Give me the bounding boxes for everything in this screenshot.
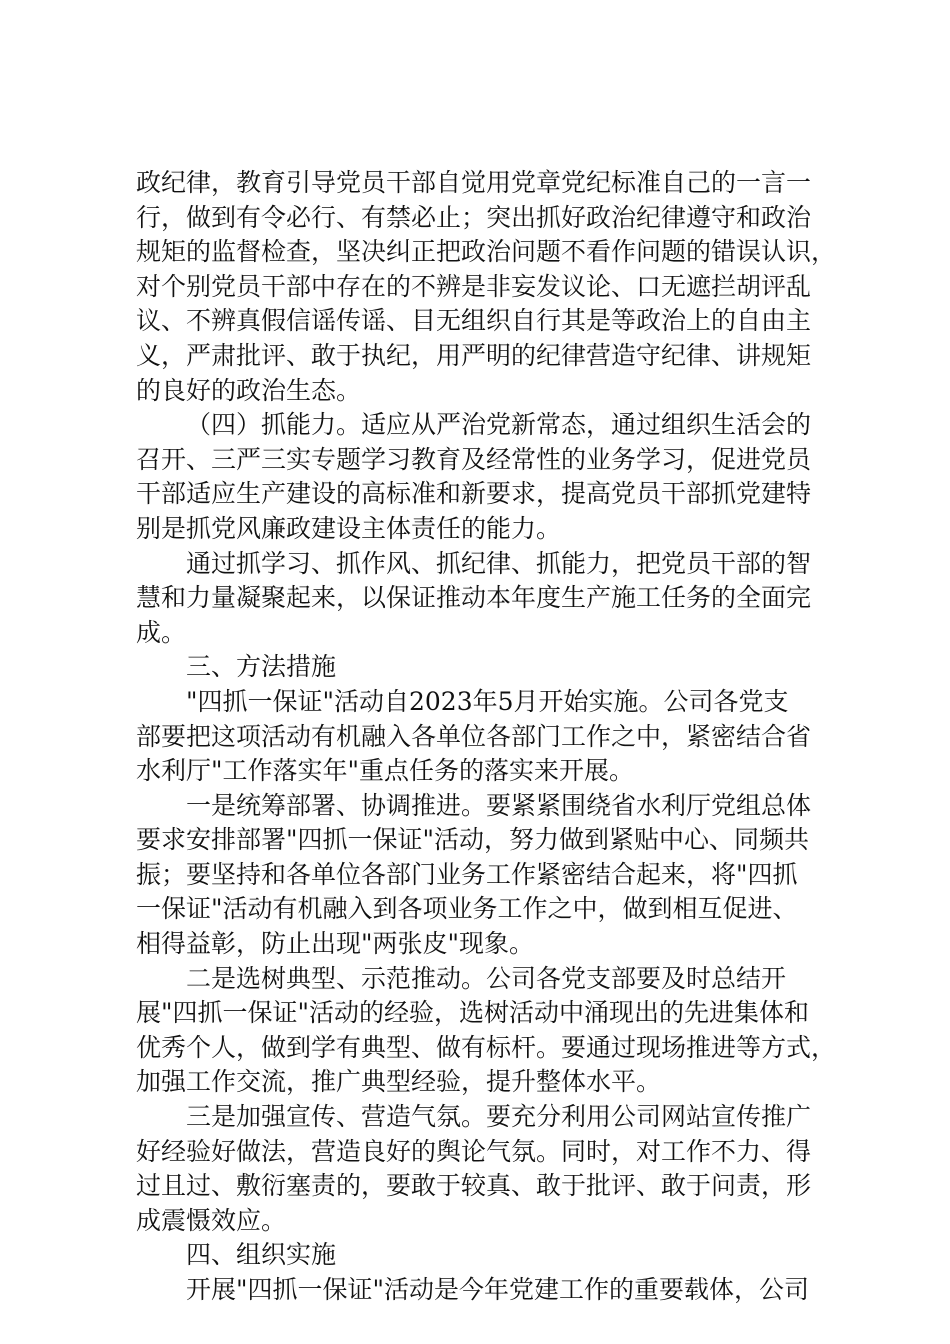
- text-line: 成。: [136, 617, 187, 647]
- text-line: 行，做到有令必行、有禁必止；突出抓好政治纪律遵守和政治: [136, 202, 812, 232]
- text-line: 成震慑效应。: [136, 1205, 287, 1235]
- text-line: 干部适应生产建设的高标准和新要求，提高党员干部抓党建特: [136, 479, 812, 509]
- text-line: 召开、三严三实专题学习教育及经常性的业务学习，促进党员: [136, 444, 812, 474]
- text-line: 的良好的政治生态。: [136, 375, 362, 405]
- text-line: 好经验好做法，营造良好的舆论气氛。同时，对工作不力、得: [136, 1136, 812, 1166]
- text-line: 对个别党员干部中存在的不辨是非妄发议论、口无遮拦胡评乱: [136, 271, 812, 301]
- text-line: 振；要坚持和各单位各部门业务工作紧密结合起来，将"四抓: [136, 859, 798, 889]
- text-line: 政纪律，教育引导党员干部自觉用党章党纪标准自己的一言一: [136, 168, 812, 197]
- text-line: 水利厅"工作落实年"重点任务的落实来开展。: [136, 756, 634, 786]
- text-line: 相得益彰，防止出现"两张皮"现象。: [136, 929, 534, 959]
- text-line: 一保证"活动有机融入到各项业务工作之中，做到相互促进、: [136, 894, 798, 924]
- text-line: 三是加强宣传、营造气氛。要充分利用公司网站宣传推广: [186, 1102, 812, 1132]
- text-line: 别是抓党风廉政建设主体责任的能力。: [136, 513, 562, 543]
- text-line: 一是统筹部署、协调推进。要紧紧围绕省水利厅党组总体: [186, 790, 812, 820]
- text-line: 开展"四抓一保证"活动是今年党建工作的重要载体，公司: [186, 1275, 810, 1304]
- text-line: 二是选树典型、示范推动。公司各党支部要及时总结开: [186, 963, 787, 993]
- text-line: 通过抓学习、抓作风、抓纪律、抓能力，把党员干部的智: [186, 548, 812, 578]
- text-line: 规矩的监督检查，坚决纠正把政治问题不看作问题的错误认识，: [136, 237, 837, 267]
- text-line: 部要把这项活动有机融入各单位各部门工作之中，紧密结合省: [136, 721, 812, 751]
- text-line: 加强工作交流，推广典型经验，提升整体水平。: [136, 1067, 662, 1097]
- text-line: 三、方法措施: [186, 652, 337, 682]
- text-line: （四）抓能力。适应从严治党新常态，通过组织生活会的: [186, 410, 812, 440]
- text-line: 优秀个人，做到学有典型、做有标杆。要通过现场推进等方式，: [136, 1032, 837, 1062]
- text-line: 要求安排部署"四抓一保证"活动，努力做到紧贴中心、同频共: [136, 825, 810, 855]
- text-line: 过且过、敷衍塞责的，要敢于较真、敢于批评、敢于问责，形: [136, 1171, 812, 1201]
- text-line: 慧和力量凝聚起来，以保证推动本年度生产施工任务的全面完: [136, 583, 812, 613]
- text-line: 四、组织实施: [186, 1240, 337, 1270]
- text-line: 议、不辨真假信谣传谣、目无组织自行其是等政治上的自由主: [136, 306, 812, 336]
- text-line: 义，严肃批评、敢于执纪，用严明的纪律营造守纪律、讲规矩: [136, 340, 812, 370]
- document-body: [136, 166, 837, 1308]
- text-line: 展"四抓一保证"活动的经验，选树活动中涌现出的先进集体和: [136, 998, 810, 1028]
- text-line: "四抓一保证"活动自2023年5月开始实施。公司各党支: [186, 686, 789, 716]
